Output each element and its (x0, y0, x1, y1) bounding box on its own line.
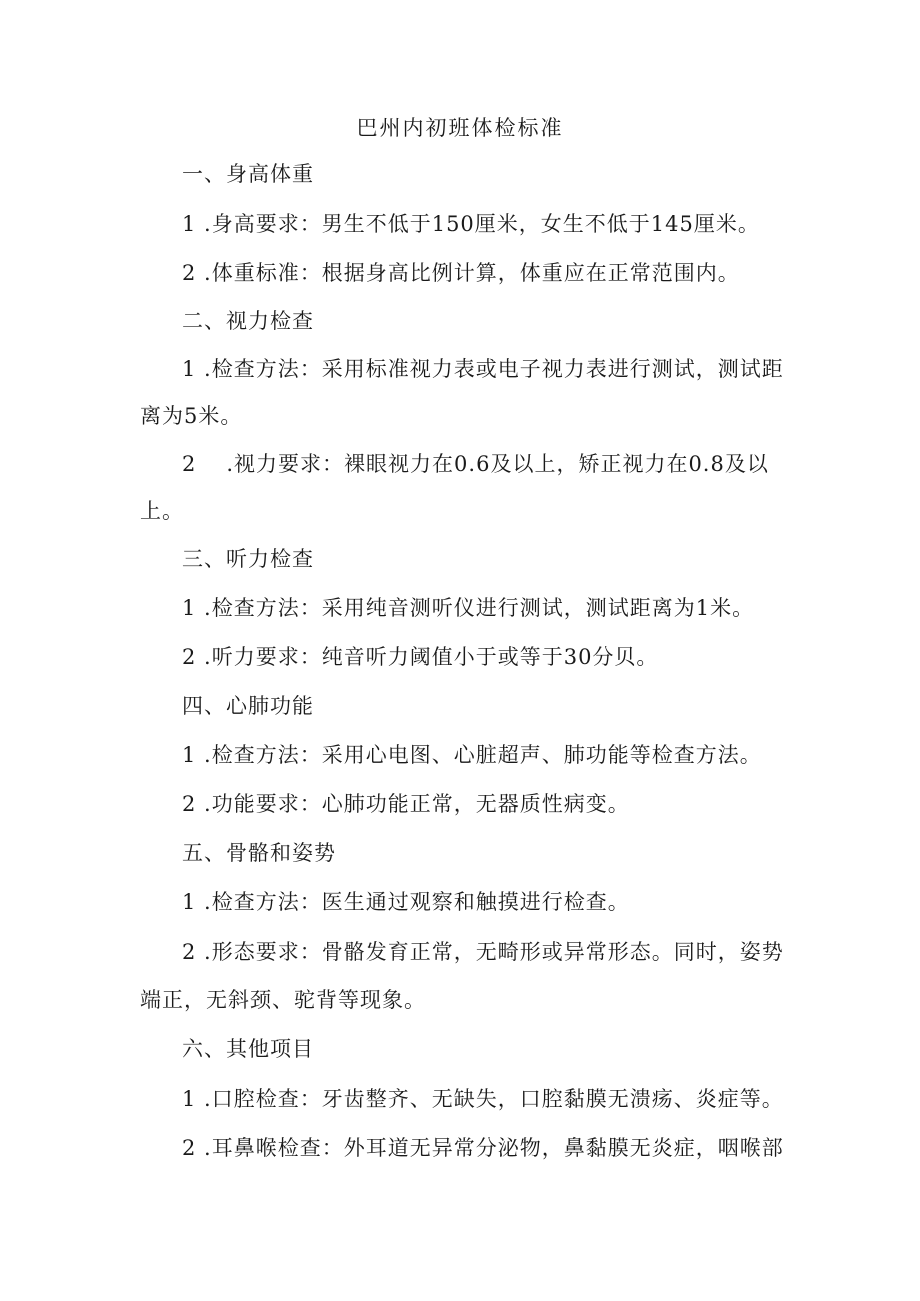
section-heading-height-weight: 一、身高体重 (182, 162, 314, 186)
section-heading-other-items: 六、其他项目 (182, 1037, 314, 1061)
list-number: 2 (182, 452, 197, 476)
section-heading-hearing: 三、听力检查 (182, 547, 314, 571)
paragraph-ent-exam: 2 .耳鼻喉检查：外耳道无异常分泌物，鼻黏膜无炎症，咽喉部 (182, 1136, 784, 1160)
paragraph-skeleton-method: 1 .检查方法：医生通过观察和触摸进行检查。 (182, 890, 630, 914)
section-heading-skeleton-posture: 五、骨骼和姿势 (182, 841, 336, 865)
paragraph-hearing-requirement: 2 .听力要求：纯音听力阈值小于或等于30分贝。 (182, 645, 659, 669)
paragraph-vision-requirement-line1 (182, 446, 822, 482)
paragraph-weight-standard: 2 .体重标准：根据身高比例计算，体重应在正常范围内。 (182, 261, 740, 285)
paragraph-vision-method-line1: 1 .检查方法：采用标准视力表或电子视力表进行测试，测试距 (182, 357, 784, 381)
section-heading-cardiopulmonary: 四、心肺功能 (182, 694, 314, 718)
paragraph-skeleton-requirement-line2: 端正，无斜颈、驼背等现象。 (140, 988, 426, 1012)
paragraph-cardiopulmonary-method: 1 .检查方法：采用心电图、心脏超声、肺功能等检查方法。 (182, 743, 762, 767)
section-heading-vision: 二、视力检查 (182, 309, 314, 333)
paragraph-oral-exam: 1 .口腔检查：牙齿整齐、无缺失，口腔黏膜无溃疡、炎症等。 (182, 1087, 784, 1111)
paragraph-vision-method-line2: 离为5米。 (140, 404, 243, 428)
paragraph-height-requirement: 1 .身高要求：男生不低于150厘米，女生不低于145厘米。 (182, 212, 760, 236)
document-title: 巴州内初班体检标准 (356, 116, 564, 140)
paragraph-skeleton-requirement-line1: 2 .形态要求：骨骼发育正常，无畸形或异常形态。同时，姿势 (182, 940, 784, 964)
list-text: .视力要求：裸眼视力在0.6及以上，矫正视力在0.8及以 (226, 452, 769, 476)
paragraph-vision-requirement-line2: 上。 (140, 499, 184, 523)
paragraph-hearing-method: 1 .检查方法：采用纯音测听仪进行测试，测试距离为1米。 (182, 596, 755, 620)
paragraph-cardiopulmonary-requirement: 2 .功能要求：心肺功能正常，无器质性病变。 (182, 792, 630, 816)
